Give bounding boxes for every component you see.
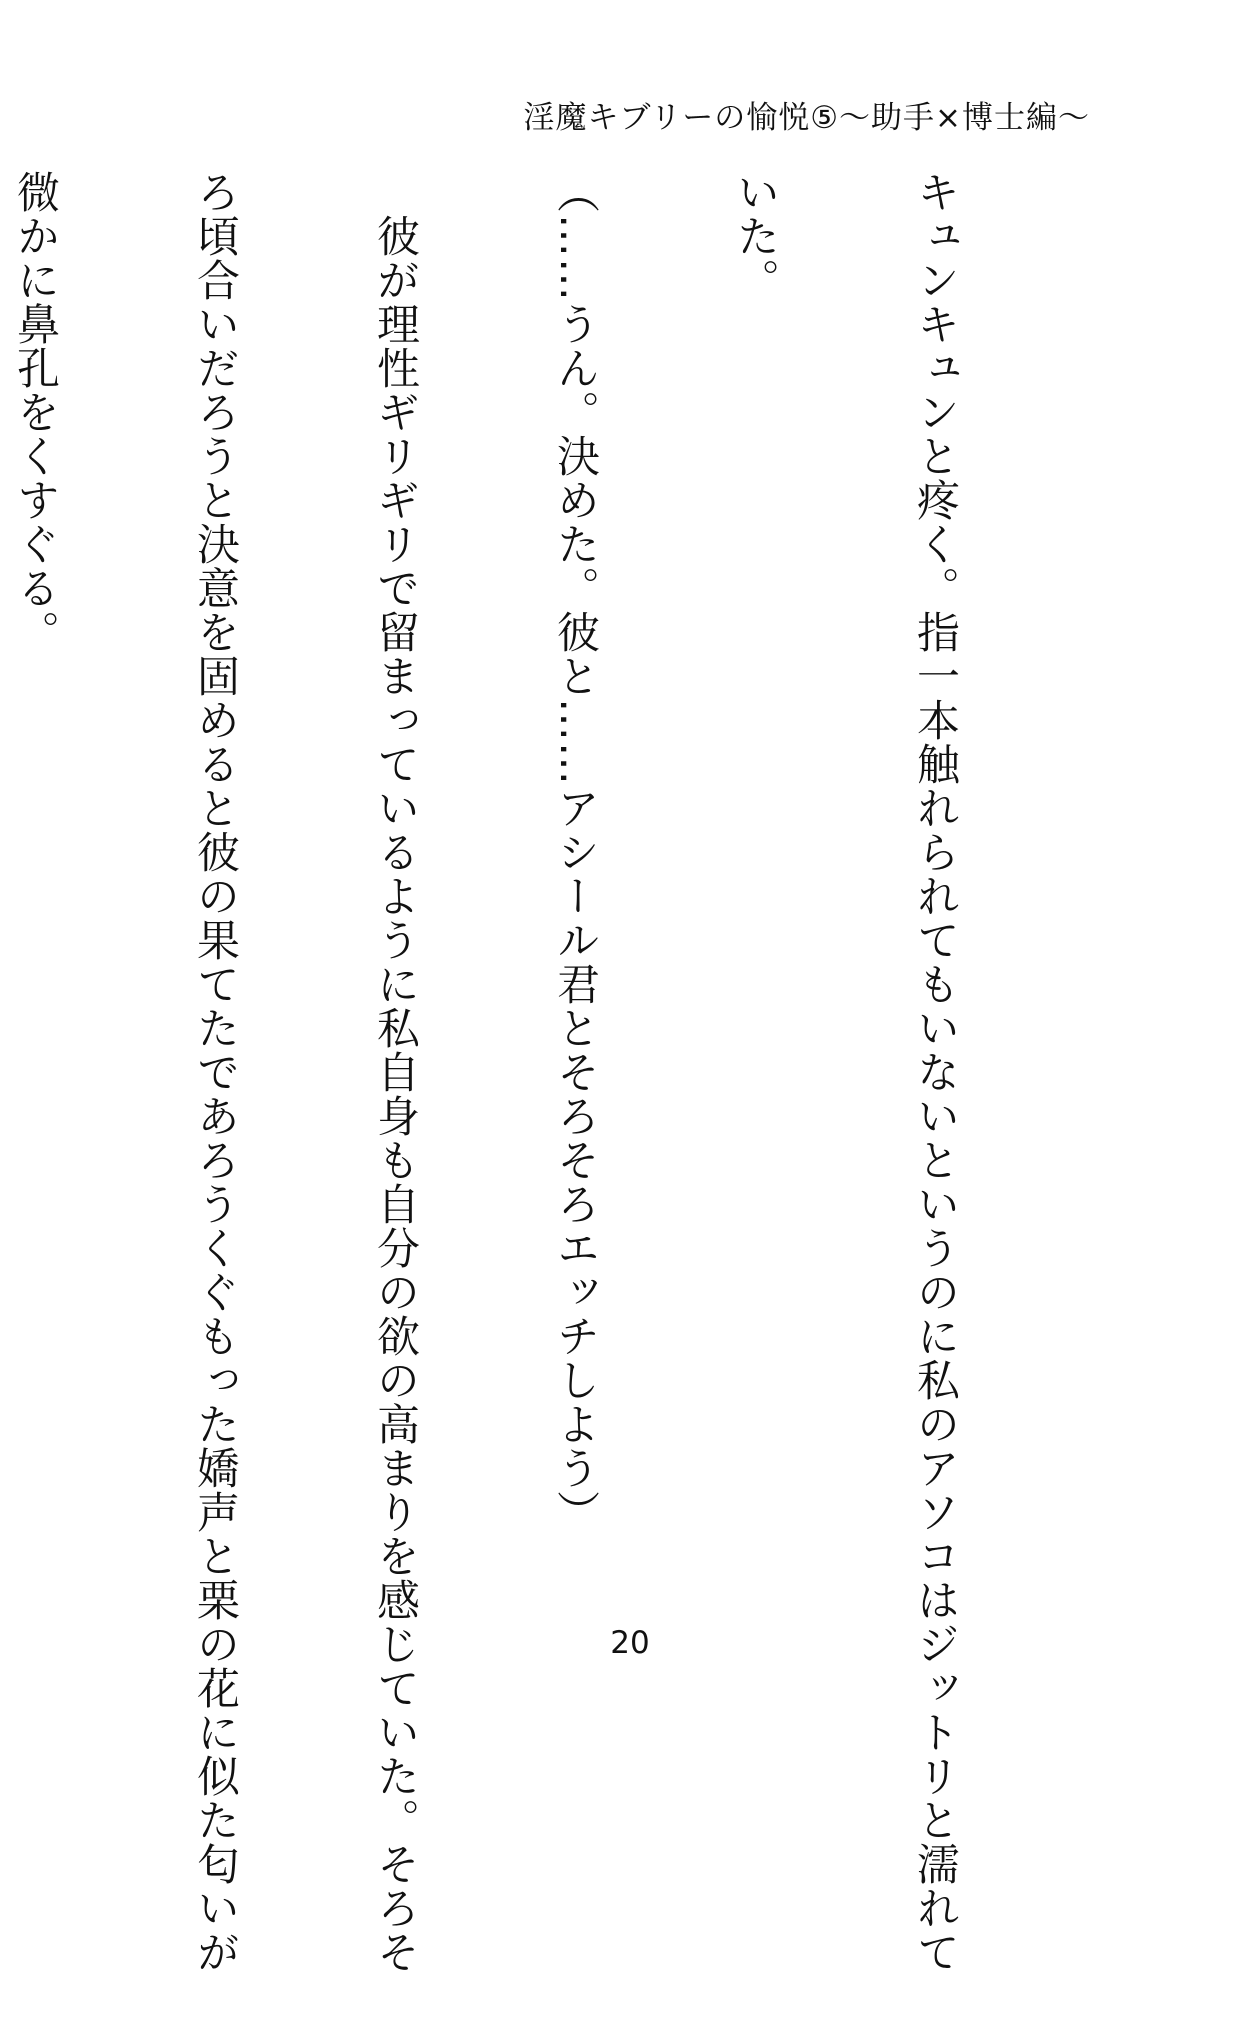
page-number: 20 xyxy=(610,1625,650,1661)
text-line-4: 彼が理性ギリギリで留まっているように私自身も自分の欲の高まりを感じていた。そろそ xyxy=(370,170,420,1974)
text-line-6: 微かに鼻孔をくすぐる。 xyxy=(10,170,60,654)
running-header: 淫魔キブリーの愉悦⑤～助手×博士編～ xyxy=(523,100,1090,136)
text-line-1: キュンキュンと疼く。指一本触れられてもいないというのに私のアソコはジットリと濡れて xyxy=(910,170,960,1974)
text-line-2: いた。 xyxy=(730,170,780,302)
text-line-5: ろ頃合いだろうと決意を固めると彼の果てたであろうくぐもった嬌声と栗の花に似た匂いが xyxy=(190,170,240,1974)
text-line-3: （……うん。決めた。彼と……アシール君とそろそろエッチしよう） xyxy=(550,170,600,1534)
